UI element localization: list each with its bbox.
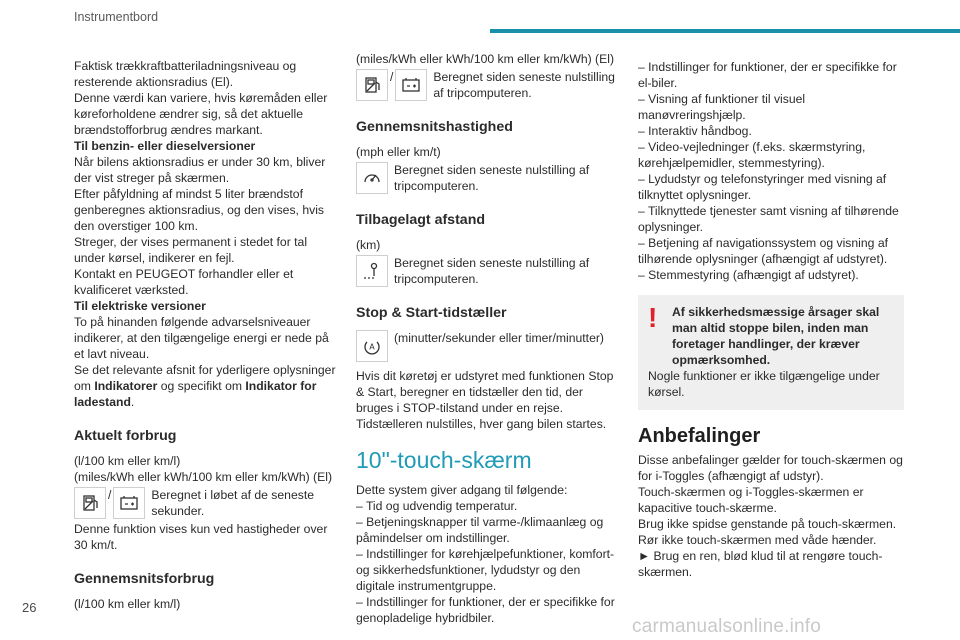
subheading: Til elektriske versioner	[74, 299, 206, 313]
icon-row	[356, 330, 618, 362]
svg-text:A: A	[369, 342, 375, 352]
paragraph: Brug ikke spidse genstande på touch-skærmen.	[638, 517, 897, 531]
paragraph: Streger, der vises permanent i stedet for tal under kørsel, indikerer en fejl.	[74, 235, 308, 265]
paragraph: Rør ikke touch-skærmen med våde hænder.	[638, 533, 877, 547]
list-item: – Betjeningsknapper til varme-/klimaanlæg og påmindelser om indstillinger.	[356, 515, 604, 545]
units: (miles/kWh eller kWh/100 km eller km/kWh) (El)	[356, 52, 614, 66]
fuel-reset-icon	[74, 487, 106, 519]
paragraph: Denne funktion vises kun ved hastigheder over 30 km/t.	[74, 522, 328, 552]
warning-box	[638, 295, 904, 410]
slash: /	[108, 488, 112, 502]
warning-exclamation-icon: !	[648, 302, 658, 333]
icon-description: Beregnet i løbet af de seneste sekunder.	[151, 488, 314, 518]
units: (l/100 km eller km/l)	[74, 597, 181, 611]
heading-touch-screen: 10"-touch-skærm	[356, 447, 532, 473]
speedometer-icon	[356, 162, 388, 194]
units: (miles/kWh eller kWh/100 km eller km/kWh) (El)	[74, 470, 332, 484]
icon-row	[356, 255, 618, 287]
icon-description: (minutter/sekunder eller timer/minutter)	[394, 331, 604, 345]
warning-note: Nogle funktioner er ikke tilgængelige under kørsel.	[648, 369, 880, 399]
watermark: carmanualsonline.info	[632, 616, 822, 637]
column-1	[74, 58, 336, 612]
heading-current-consumption: Aktuelt forbrug	[74, 428, 177, 444]
header-rule	[490, 29, 960, 33]
list-item: – Video-vejledninger (f.eks. skærmstyring, kørehjælpemidler, stemmestyring).	[638, 140, 866, 170]
list-item: – Visning af funktioner til visuel manøvreringshjælp.	[638, 92, 806, 122]
units: (mph eller km/t)	[356, 145, 441, 159]
icon-row	[356, 69, 618, 101]
icon-row	[356, 162, 618, 194]
paragraph: ► Brug en ren, blød klud til at rengøre touch-skærmen.	[638, 549, 883, 579]
heading-average-speed: Gennemsnitshastighed	[356, 119, 513, 135]
list-item: – Stemmestyring (afhængigt af udstyret).	[638, 268, 859, 282]
paragraph: Kontakt en PEUGEOT forhandler eller et kvalificeret værksted.	[74, 267, 294, 297]
icon-row	[74, 487, 336, 519]
distance-pin-icon	[356, 255, 388, 287]
heading-stop-start: Stop & Start-tidstæller	[356, 305, 507, 321]
paragraph: Dette system giver adgang til følgende:	[356, 483, 568, 497]
icon-description: Beregnet siden seneste nulstilling af tripcomputeren.	[394, 256, 590, 286]
paragraph: To på hinanden følgende advarselsniveauer indikerer, at den tilgængelige energi er nede på et lavt niveau.	[74, 315, 329, 361]
column-3	[638, 59, 904, 580]
list-item: – Tid og udvendig temperatur.	[356, 499, 518, 513]
subheading: Til benzin- eller dieselversioner	[74, 139, 256, 153]
column-2	[356, 51, 618, 626]
paragraph: Touch-skærmen og i-Toggles-skærmen er kapacitive touch-skærme.	[638, 485, 864, 515]
page-number: 26	[22, 600, 37, 615]
list-item: – Indstillinger for funktioner, der er specifikke for genopladelige hybridbiler.	[356, 595, 615, 625]
paragraph: Disse anbefalinger gælder for touch-skærmen og for i-Toggles (afhængigt af udstyr).	[638, 453, 903, 483]
slash: /	[390, 70, 394, 84]
units: (km)	[356, 238, 381, 252]
list-item: – Indstillinger for kørehjælpefunktioner, komfort- og sikkerhedsfunktioner, lydudstyr og den digitale instrumentgruppe.	[356, 547, 615, 593]
heading-average-consumption: Gennemsnitsforbrug	[74, 571, 215, 587]
paragraph: Hvis dit køretøj er udstyret med funktionen Stop & Start, beregner en tidstæller den tid, der bruges i STOP-tilstand under en rejse. Tidstælleren nulstilles, hver gang bilen startes.	[356, 369, 614, 431]
heading-distance: Tilbagelagt afstand	[356, 212, 486, 228]
ref-link-charge-indicator: Indikator for ladestand	[74, 379, 317, 409]
icon-description: Beregnet siden seneste nulstilling af tripcomputeren.	[433, 70, 615, 100]
list-item: – Betjening af navigationssystem og visning af tilhørende oplysninger (afhængigt af udstyret).	[638, 236, 888, 266]
paragraph: Når bilens aktionsradius er under 30 km, bliver der vist streger på skærmen.	[74, 155, 326, 185]
list-item: – Lydudstyr og telefonstyringer med visning af tilknyttet oplysninger.	[638, 172, 887, 202]
ref-link-indicators: Indikatorer	[94, 379, 158, 393]
battery-icon	[395, 69, 427, 101]
section-title: Instrumentbord	[74, 10, 159, 24]
paragraph: Efter påfyldning af mindst 5 liter brændstof genberegnes aktionsradius, og den vises, hvis den overstiger 100 km.	[74, 187, 324, 233]
paragraph: Denne værdi kan variere, hvis køremåden eller køreforholdene ændrer sig, så det aktuelle brændstofforbrug ændres markant.	[74, 91, 328, 137]
reference-paragraph: Se det relevante afsnit for yderligere oplysninger om Indikatorer og specifikt om Indikator for ladestand.	[74, 363, 336, 409]
stop-start-icon	[356, 330, 388, 362]
warning-text: Af sikkerhedsmæssige årsager skal man altid stoppe bilen, inden man foretager handlinger, der kræver opmærksomhed.	[672, 305, 880, 367]
heading-recommendations: Anbefalinger	[638, 425, 761, 447]
battery-icon	[113, 487, 145, 519]
paragraph: Faktisk trækkraftbatteriladningsniveau og resterende aktionsradius (El).	[74, 59, 297, 89]
fuel-reset-icon	[356, 69, 388, 101]
list-item: – Indstillinger for funktioner, der er specifikke for el-biler.	[638, 60, 897, 90]
list-item: – Tilknyttede tjenester samt visning af tilhørende oplysninger.	[638, 204, 899, 234]
units: (l/100 km eller km/l)	[74, 454, 181, 468]
icon-description: Beregnet siden seneste nulstilling af tripcomputeren.	[394, 163, 590, 193]
list-item: – Interaktiv håndbog.	[638, 124, 752, 138]
